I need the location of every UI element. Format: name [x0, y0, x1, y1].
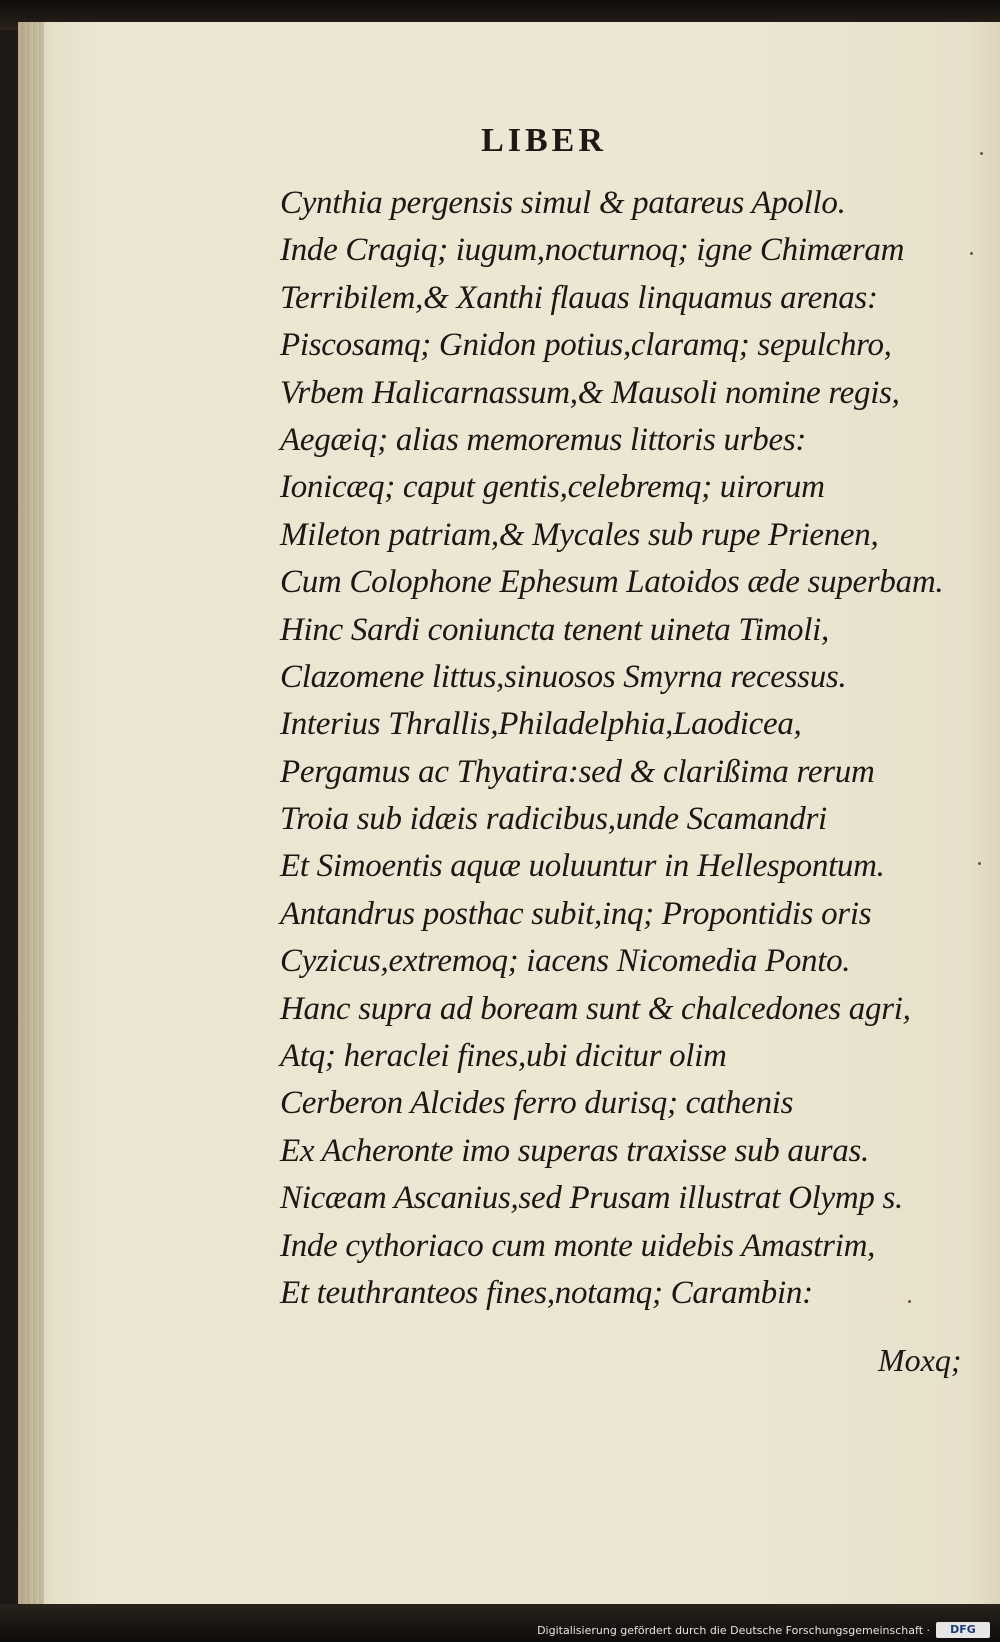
verse-line: Atq; heraclei fines,ubi dicitur olim	[280, 1038, 727, 1075]
ink-speck	[980, 152, 983, 155]
ink-speck	[978, 862, 981, 865]
running-head: LIBER	[481, 122, 607, 159]
verse-line: Ex Acheronte imo superas traxisse sub auras.	[280, 1132, 870, 1169]
verse-line: Mileton patriam,& Mycales sub rupe Prienen,	[280, 516, 879, 553]
verse-line: Troia sub idæis radicibus,unde Scamandri	[280, 801, 827, 838]
page-gutter-edge	[18, 22, 44, 1604]
verse-line: Ionicæq; caput gentis,celebremq; uirorum	[280, 469, 825, 506]
verse-line: Clazomene littus,sinuosos Smyrna recessus.	[280, 658, 847, 695]
catchword: Moxq;	[878, 1342, 962, 1378]
verse-line: Inde Cragiq; iugum,nocturnoq; igne Chimæram	[280, 232, 905, 269]
verse-line: Et teuthranteos fines,notamq; Carambin:	[280, 1274, 813, 1311]
verse-line: Inde cythoriaco cum monte uidebis Amastrim,	[280, 1227, 876, 1264]
dfg-logo-icon: DFG	[936, 1622, 990, 1638]
verse-line: Et Simoentis aquæ uoluuntur in Hellespontum.	[280, 848, 885, 885]
verse-line: Vrbem Halicarnassum,& Mausoli nomine regis,	[280, 374, 900, 411]
verse-line: Piscosamq; Gnidon potius,claramq; sepulchro,	[280, 327, 892, 364]
verse-line: Aegæiq; alias memoremus littoris urbes:	[280, 421, 807, 458]
verse-line: Hanc supra ad boream sunt & chalcedones agri,	[280, 990, 911, 1027]
verse-line: Nicæam Ascanius,sed Prusam illustrat Olymp s.	[280, 1180, 903, 1217]
ink-speck	[908, 1300, 911, 1303]
verse-line: Cyzicus,extremoq; iacens Nicomedia Ponto.	[280, 943, 851, 980]
verse-line: Pergamus ac Thyatira:sed & clarißima rerum	[280, 753, 875, 790]
verse-line: Cerberon Alcides ferro durisq; cathenis	[280, 1085, 794, 1122]
verse-line: Interius Thrallis,Philadelphia,Laodicea,	[280, 706, 802, 743]
verse-line: Hinc Sardi coniuncta tenent uineta Timoli,	[280, 611, 829, 648]
verse-list	[280, 180, 980, 1317]
verse-line: Cum Colophone Ephesum Latoidos æde superbam.	[280, 564, 944, 601]
ink-speck	[970, 252, 973, 255]
verse-line: Cynthia pergensis simul & patareus Apollo.	[280, 185, 846, 221]
digitization-credit: Digitalisierung gefördert durch die Deutsche Forschungsgemeinschaft ·	[537, 1624, 930, 1637]
verse-line: Antandrus posthac subit,inq; Propontidis oris	[280, 895, 872, 932]
verse-line: Terribilem,& Xanthi flauas linquamus arenas:	[280, 279, 878, 316]
book-page	[18, 22, 1000, 1604]
